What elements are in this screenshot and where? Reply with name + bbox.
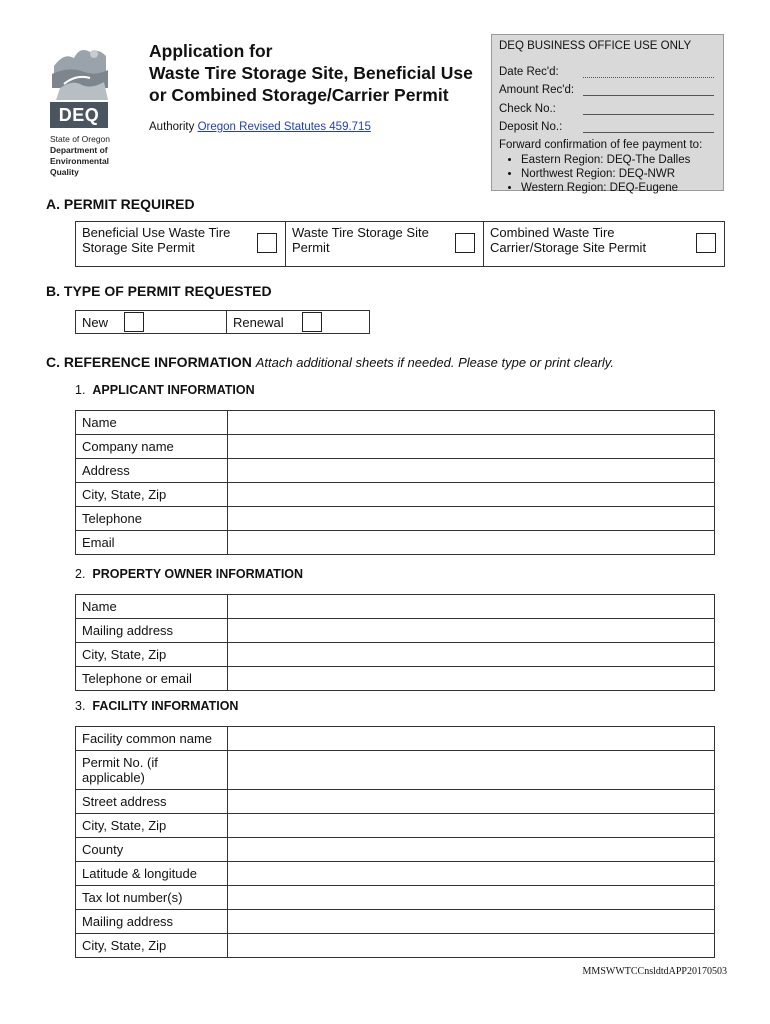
region-list [499, 153, 717, 195]
facility-subheading [75, 699, 238, 713]
field-label: Name [76, 411, 228, 435]
county-input[interactable] [228, 838, 715, 862]
option-text: Storage Site Permit [82, 240, 195, 255]
permit-type-table [75, 310, 370, 334]
option-text: Renewal [233, 314, 284, 330]
field-label: City, State, Zip [76, 814, 228, 838]
facility-city-input[interactable] [228, 814, 715, 838]
option-text: Waste Tire Storage Site [292, 225, 429, 240]
address-input[interactable] [228, 459, 715, 483]
field-label: City, State, Zip [76, 934, 228, 958]
table-row [76, 934, 715, 958]
facility-name-input[interactable] [228, 727, 715, 751]
group-number: 3. [75, 699, 86, 713]
table-row [76, 886, 715, 910]
office-field-deposit [499, 115, 717, 134]
lat-long-input[interactable] [228, 862, 715, 886]
option-text: Combined Waste Tire [490, 225, 615, 240]
office-field-line [583, 83, 714, 96]
telephone-input[interactable] [228, 507, 715, 531]
field-label: Telephone [76, 507, 228, 531]
table-row [76, 459, 715, 483]
field-label: Telephone or email [76, 667, 228, 691]
office-field-label: Date Rec'd: [499, 65, 559, 78]
applicant-table [75, 410, 715, 555]
field-label: Mailing address [76, 910, 228, 934]
option-text: Carrier/Storage Site Permit [490, 240, 647, 255]
authority-label: Authority [149, 121, 195, 133]
dept-line-3: Quality [50, 167, 79, 177]
table-row [76, 667, 715, 691]
option-text: New [82, 314, 109, 330]
tax-lot-input[interactable] [228, 886, 715, 910]
facility-mailing-input[interactable] [228, 910, 715, 934]
office-use-box [491, 34, 724, 194]
office-field-date [499, 59, 717, 78]
office-field-check [499, 96, 717, 115]
office-field-line [583, 120, 714, 133]
section-a-heading: A. PERMIT REQUIRED [46, 196, 195, 212]
region-item: • Northwest Region: DEQ-NWR [521, 167, 717, 181]
office-field-line [583, 65, 714, 78]
applicant-subheading [75, 383, 255, 397]
table-row [76, 727, 715, 751]
city-state-zip-input[interactable] [228, 483, 715, 507]
table-row [76, 595, 715, 619]
field-label: Street address [76, 790, 228, 814]
table-row [76, 483, 715, 507]
permit-option-storage [286, 222, 484, 267]
field-label: Facility common name [76, 727, 228, 751]
dept-line-1: Department of [50, 145, 108, 155]
section-b-heading: B. TYPE OF PERMIT REQUESTED [46, 283, 272, 299]
field-label: Address [76, 459, 228, 483]
office-field-label: Amount Rec'd: [499, 84, 575, 96]
company-name-input[interactable] [228, 435, 715, 459]
authority-line [149, 121, 371, 133]
dept-line-2: Environmental [50, 156, 110, 166]
office-field-label: Check No.: [499, 102, 556, 115]
page-title [149, 40, 473, 106]
deq-logo [50, 44, 116, 178]
facility-mailing-city-input[interactable] [228, 934, 715, 958]
field-label: County [76, 838, 228, 862]
table-row [76, 910, 715, 934]
group-number: 1. [75, 383, 86, 397]
permit-option-beneficial [76, 222, 286, 267]
field-label: City, State, Zip [76, 483, 228, 507]
office-field-amount [499, 78, 717, 97]
table-row [76, 531, 715, 555]
owner-subheading [75, 567, 303, 581]
field-label: Name [76, 595, 228, 619]
permit-option-combined [484, 222, 725, 267]
field-label: Email [76, 531, 228, 555]
owner-mailing-input[interactable] [228, 619, 715, 643]
title-line-3: or Combined Storage/Carrier Permit [149, 85, 449, 105]
statute-link[interactable]: Oregon Revised Statutes 459.715 [197, 121, 371, 133]
owner-name-input[interactable] [228, 595, 715, 619]
group-title: APPLICANT INFORMATION [92, 383, 255, 397]
forward-note: Forward confirmation of fee payment to: [499, 139, 703, 151]
state-name: State of Oregon [50, 134, 111, 144]
table-row [76, 814, 715, 838]
field-label: Latitude & longitude [76, 862, 228, 886]
new-checkbox[interactable] [124, 312, 144, 332]
owner-contact-input[interactable] [228, 667, 715, 691]
office-field-label: Deposit No.: [499, 121, 563, 133]
street-address-input[interactable] [228, 790, 715, 814]
field-label: Mailing address [76, 619, 228, 643]
field-label: Tax lot number(s) [76, 886, 228, 910]
table-row [76, 507, 715, 531]
region-item: • Western Region: DEQ-Eugene [521, 181, 717, 195]
field-label: Permit No. (if applicable) [76, 751, 228, 790]
permit-required-table [75, 221, 725, 267]
facility-table [75, 726, 715, 958]
form-code: MMSWWTCCnsldtdAPP20170503 [582, 966, 727, 977]
permit-number-input[interactable] [228, 751, 715, 790]
landscape-logo-icon [50, 44, 108, 100]
type-option-new [76, 311, 227, 334]
table-row [76, 643, 715, 667]
owner-table [75, 594, 715, 691]
table-row [76, 619, 715, 643]
field-label: City, State, Zip [76, 643, 228, 667]
storage-site-checkbox[interactable] [455, 233, 475, 253]
section-c-title: C. REFERENCE INFORMATION [46, 354, 252, 370]
group-number: 2. [75, 567, 86, 581]
table-row [76, 435, 715, 459]
applicant-name-input[interactable] [228, 411, 715, 435]
section-c-note: Attach additional sheets if needed. Please type or print clearly. [255, 355, 614, 370]
office-header: DEQ BUSINESS OFFICE USE ONLY [499, 40, 692, 52]
renewal-checkbox[interactable] [302, 312, 322, 332]
group-title: PROPERTY OWNER INFORMATION [92, 567, 304, 581]
combined-permit-checkbox[interactable] [696, 233, 716, 253]
owner-city-input[interactable] [228, 643, 715, 667]
email-input[interactable] [228, 531, 715, 555]
group-title: FACILITY INFORMATION [92, 699, 239, 713]
region-item: • Eastern Region: DEQ-The Dalles [521, 153, 717, 167]
logo-agency [50, 134, 116, 178]
type-option-renewal [227, 311, 370, 334]
option-text: Permit [292, 240, 330, 255]
office-field-line [583, 102, 714, 115]
deq-abbr: DEQ [50, 102, 108, 128]
field-label: Company name [76, 435, 228, 459]
title-line-2: Waste Tire Storage Site, Beneficial Use [149, 63, 473, 83]
title-line-1: Application for [149, 41, 273, 61]
table-row [76, 838, 715, 862]
table-row [76, 751, 715, 790]
section-c-heading [46, 354, 614, 370]
table-row [76, 411, 715, 435]
option-text: Beneficial Use Waste Tire [82, 225, 231, 240]
beneficial-use-checkbox[interactable] [257, 233, 277, 253]
table-row [76, 862, 715, 886]
table-row [76, 790, 715, 814]
